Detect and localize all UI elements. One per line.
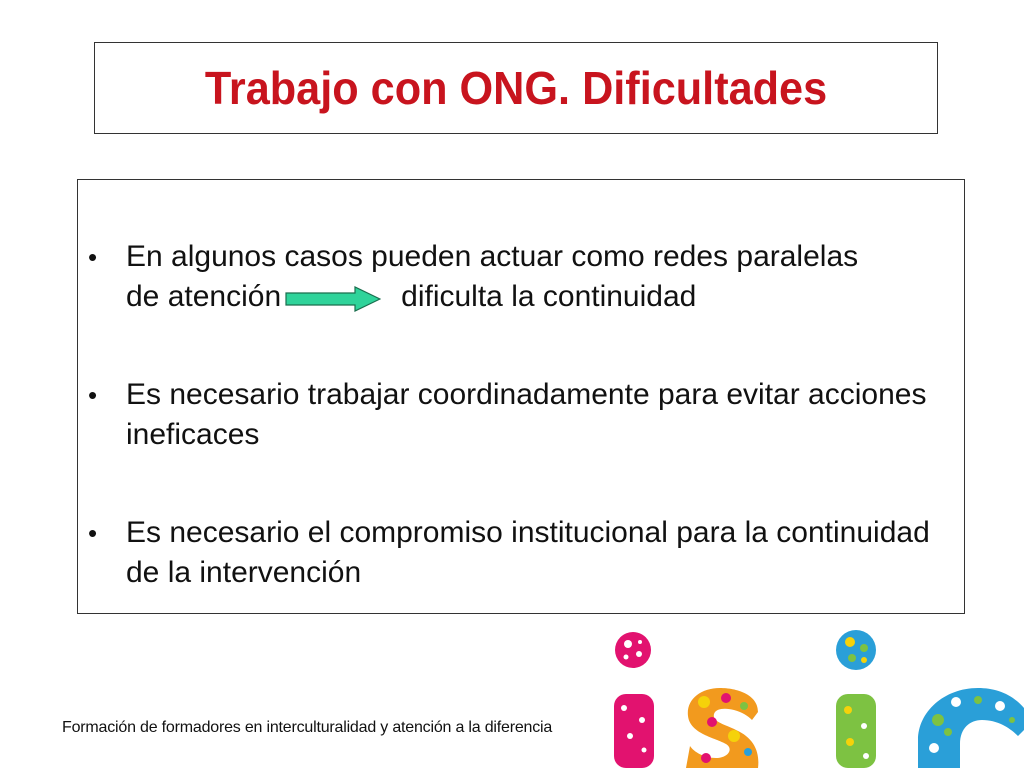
bullet-line-suffix: dificulta la continuidad [401,280,697,313]
bullet-text [126,237,956,317]
bullet-dot: • [88,380,98,410]
content-box [77,179,965,614]
bullet-item [78,513,964,593]
bullet-list [78,237,964,651]
bullet-dot: • [88,242,98,272]
bullet-text: Es necesario trabajar coordinadamente para evitar acciones ineficaces [126,378,927,451]
bullet-item [78,375,964,455]
bullet-line-prefix: de atención [126,280,282,313]
right-arrow-icon [285,283,381,309]
title-box [94,42,938,134]
slide-title: Trabajo con ONG. Dificultades [204,62,828,114]
bullet-item [78,237,964,317]
bullet-dot: • [88,518,98,548]
isic-logo [608,624,1024,768]
bullet-line: En algunos casos pueden actuar como redes paralelas [126,240,859,273]
footer-text: Formación de formadores en interculturalidad y atención a la diferencia [62,719,553,736]
bullet-text: Es necesario el compromiso institucional para la continuidad de la intervención [126,516,930,589]
